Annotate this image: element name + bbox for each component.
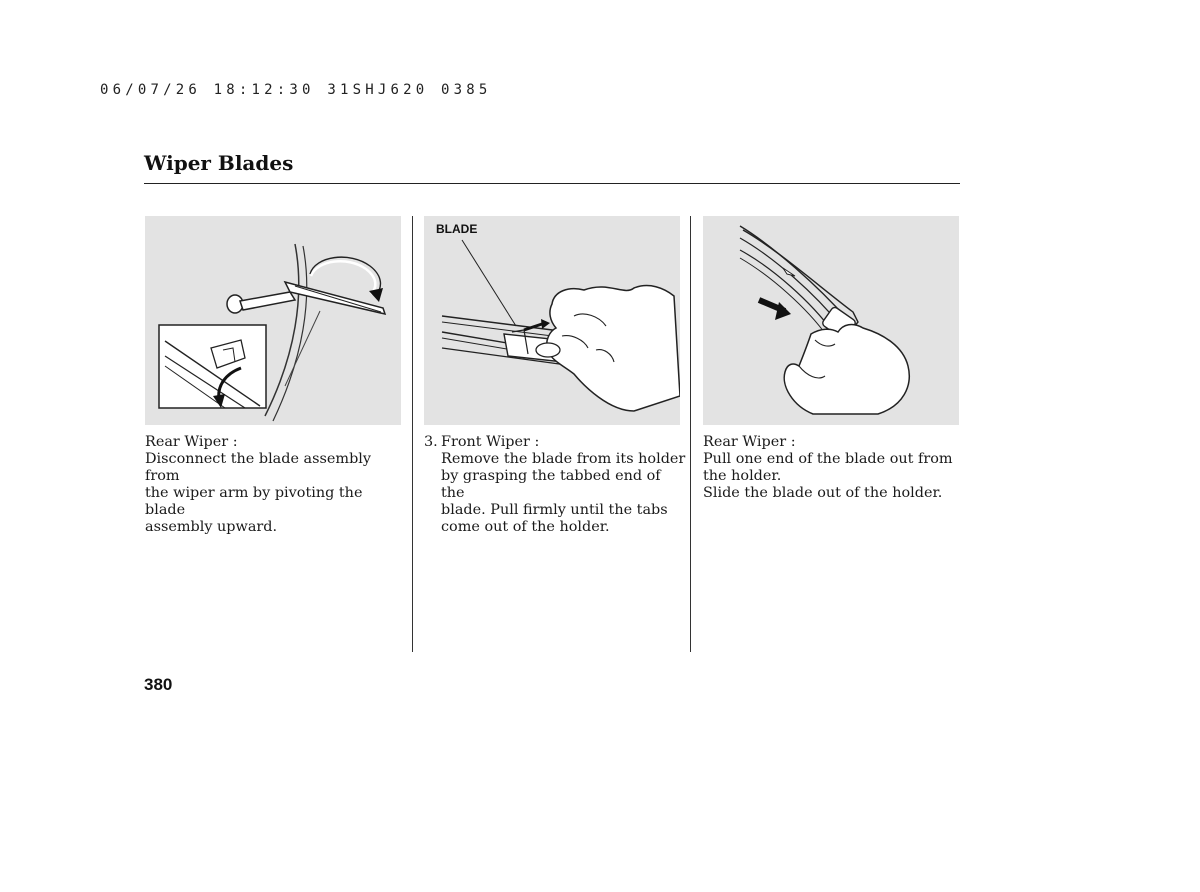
rear-wiper-pivot-drawing — [145, 216, 401, 425]
caption-rear-wiper-disconnect — [145, 434, 407, 536]
caption-rear-wiper-slide — [703, 434, 965, 502]
caption-line: Disconnect the blade assembly from — [145, 451, 372, 484]
caption-line: the holder. — [703, 468, 782, 484]
front-wiper-blade-drawing — [424, 216, 680, 425]
page-number: 380 — [144, 675, 173, 694]
page-title: Wiper Blades — [144, 151, 294, 175]
caption-line: Pull one end of the blade out from — [703, 451, 953, 467]
rear-wiper-slide-illustration — [703, 216, 959, 425]
title-rule — [144, 183, 960, 184]
caption-line: assembly upward. — [145, 519, 278, 535]
blade-label: BLADE — [436, 222, 478, 236]
caption-line: come out of the holder. — [441, 519, 610, 535]
front-wiper-blade-illustration — [424, 216, 680, 425]
rear-wiper-slide-drawing — [703, 216, 959, 425]
caption-line: blade. Pull firmly until the tabs — [441, 502, 668, 518]
caption-line: by grasping the tabbed end of the — [441, 468, 661, 501]
column-divider-1 — [412, 216, 413, 652]
rear-wiper-pivot-illustration — [145, 216, 401, 425]
caption-line: Slide the blade out of the holder. — [703, 485, 943, 501]
caption-front-wiper-remove — [424, 434, 686, 536]
step-number: 3. — [424, 434, 438, 450]
print-code: 06/07/26 18:12:30 31SHJ620 0385 — [100, 82, 492, 98]
caption-title: Rear Wiper : — [145, 434, 238, 450]
caption-title: Front Wiper : — [441, 434, 540, 450]
column-divider-2 — [690, 216, 691, 652]
caption-line: Remove the blade from its holder — [441, 451, 686, 467]
caption-title: Rear Wiper : — [703, 434, 796, 450]
caption-line: the wiper arm by pivoting the blade — [145, 485, 363, 518]
